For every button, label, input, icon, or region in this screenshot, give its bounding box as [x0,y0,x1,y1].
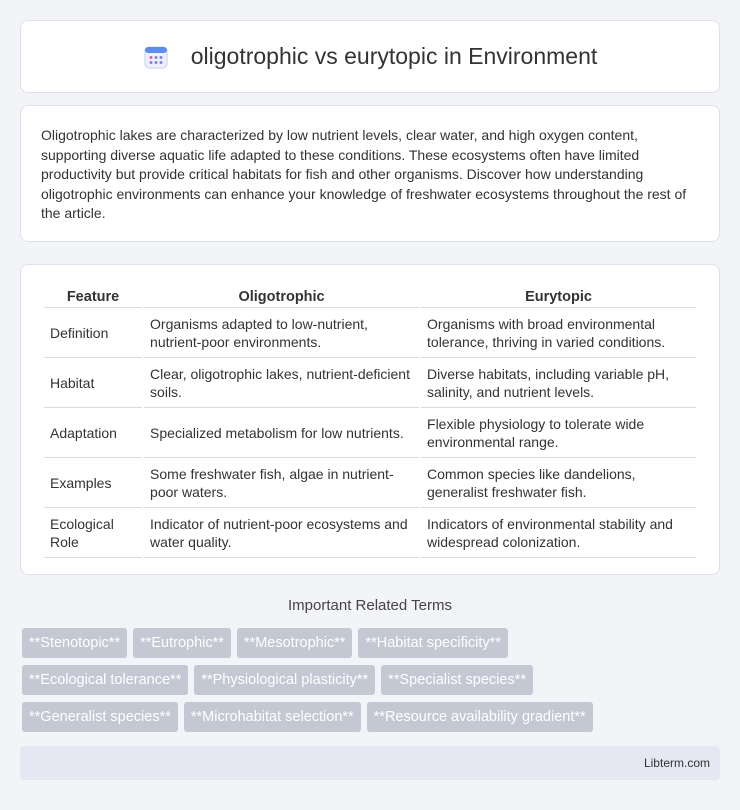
row-oligotrophic: Indicator of nutrient-poor ecosystems and water quality. [144,508,419,558]
header-oligotrophic: Oligotrophic [144,285,419,308]
row-feature: Adaptation [44,408,142,458]
row-eurytopic: Common species like dandelions, generalist freshwater fish. [421,458,696,508]
term-tag[interactable]: **Stenotopic** [22,628,127,658]
related-terms [22,628,722,739]
table-header-row [44,285,696,308]
term-row [22,702,722,732]
comparison-table-card [20,264,720,575]
intro-card [20,105,720,242]
row-oligotrophic: Clear, oligotrophic lakes, nutrient-deficient soils. [144,358,419,408]
term-tag[interactable]: **Ecological tolerance** [22,665,188,695]
page-title: oligotrophic vs eurytopic in Environment [190,43,598,69]
term-tag[interactable]: **Specialist species** [381,665,533,695]
row-feature: Ecological Role [44,508,142,558]
table-row [44,408,696,458]
term-tag[interactable]: **Generalist species** [22,702,178,732]
footer [20,746,720,780]
row-feature: Habitat [44,358,142,408]
term-row [22,628,722,658]
term-tag[interactable]: **Eutrophic** [133,628,231,658]
term-tag[interactable]: **Mesotrophic** [237,628,353,658]
term-row [22,665,722,695]
row-eurytopic: Indicators of environmental stability and widespread colonization. [421,508,696,558]
term-tag[interactable]: **Physiological plasticity** [194,665,375,695]
table-row [44,308,696,358]
related-terms-title: Important Related Terms [288,597,452,614]
calendar-icon [143,44,169,70]
row-eurytopic: Organisms with broad environmental tolerance, thriving in varied conditions. [421,308,696,358]
row-feature: Definition [44,308,142,358]
table-row [44,508,696,558]
intro-paragraph: Oligotrophic lakes are characterized by low nutrient levels, clear water, and high oxygen content, supporting diverse aquatic life adapted to these conditions. These ecosystems often have limited productivity but provide critical habitats for fish and other organisms. Discover how understanding oligotrophic environments can enhance your knowledge of freshwater ecosystems throughout the rest of the article. [41,127,687,221]
row-eurytopic: Flexible physiology to tolerate wide environmental range. [421,408,696,458]
header-eurytopic: Eurytopic [421,285,696,308]
term-tag[interactable]: **Microhabitat selection** [184,702,361,732]
row-feature: Examples [44,458,142,508]
header-feature: Feature [44,285,142,308]
title-card [20,20,720,93]
row-oligotrophic: Specialized metabolism for low nutrients. [144,408,419,458]
term-tag[interactable]: **Resource availability gradient** [367,702,593,732]
table-row [44,458,696,508]
term-tag[interactable]: **Habitat specificity** [358,628,507,658]
footer-site-link[interactable]: Libterm.com [643,756,710,770]
row-oligotrophic: Some freshwater fish, algae in nutrient-poor waters. [144,458,419,508]
row-eurytopic: Diverse habitats, including variable pH, salinity, and nutrient levels. [421,358,696,408]
table-row [44,358,696,408]
row-oligotrophic: Organisms adapted to low-nutrient, nutrient-poor environments. [144,308,419,358]
comparison-table [42,285,698,558]
